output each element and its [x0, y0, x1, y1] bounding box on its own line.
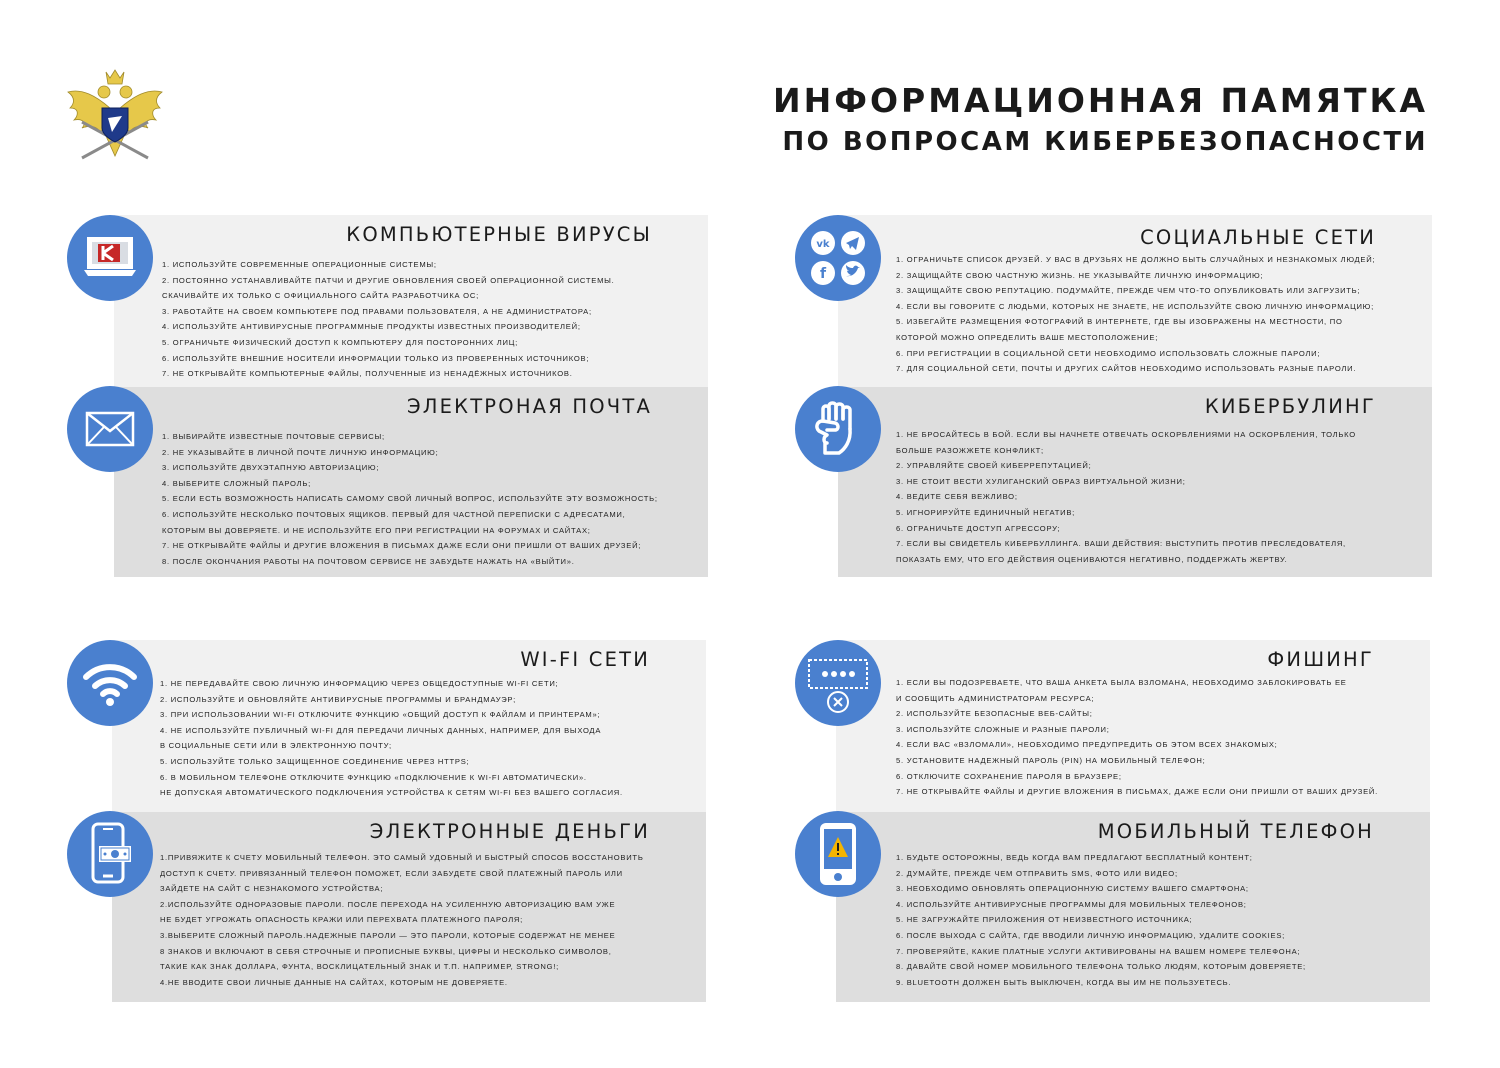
list-item: 2. ИСПОЛЬЗУЙТЕ БЕЗОПАСНЫЕ ВЕБ-САЙТЫ;	[896, 709, 1093, 719]
list-item: 2.ИСПОЛЬЗУЙТЕ ОДНОРАЗОВЫЕ ПАРОЛИ. ПОСЛЕ ПЕРЕХОДА НА УСИЛЕННУЮ АВТОРИЗАЦИЮ ВАМ УЖЕ	[160, 899, 616, 909]
list-item: БОЛЬШЕ РАЗОЖЖЕТЕ КОНФЛИКТ;	[896, 445, 1044, 455]
list-item: 1. НЕ ПЕРЕДАВАЙТЕ СВОЮ ЛИЧНУЮ ИНФОРМАЦИЮ ЧЕРЕЗ ОБЩЕДОСТУПНЫЕ WI-FI СЕТИ;	[160, 679, 559, 688]
bullying-list	[896, 427, 1356, 567]
list-item: 5. ИЗБЕГАЙТЕ РАЗМЕЩЕНИЯ ФОТОГРАФИЙ В ИНТЕРНЕТЕ, ГДЕ ВЫ ИЗОБРАЖЕНЫ НА МЕСТНОСТИ, ПО	[896, 317, 1343, 327]
social-list	[896, 252, 1375, 377]
list-item: 2. ПОСТОЯННО УСТАНАВЛИВАЙТЕ ПАТЧИ И ДРУГИЕ ОБНОВЛЕНИЯ СВОЕЙ ОПЕРАЦИОННОЙ СИСТЕМЫ.	[162, 275, 615, 285]
phishing-list	[896, 675, 1378, 800]
list-item: В СОЦИАЛЬНЫЕ СЕТИ ИЛИ В ЭЛЕКТРОННУЮ ПОЧТУ;	[160, 741, 392, 751]
list-item: 4. ЕСЛИ ВЫ ГОВОРИТЕ С ЛЮДЬМИ, КОТОРЫХ НЕ ЗНАЕТЕ, НЕ ИСПОЛЬЗУЙТЕ СВОЮ ЛИЧНУЮ ИНФОРМАЦИЮ;	[896, 301, 1374, 311]
section-title: ЭЛЕКТРОННЫЕ ДЕНЬГИ	[369, 820, 650, 843]
section-viruses	[114, 215, 708, 387]
section-title: СОЦИАЛЬНЫЕ СЕТИ	[1140, 226, 1376, 249]
list-item: 3. РАБОТАЙТЕ НА СВОЕМ КОМПЬЮТЕРЕ ПОД ПРАВАМИ ПОЛЬЗОВАТЕЛЯ, А НЕ АДМИНИСТРАТОРА;	[162, 306, 592, 316]
emblem-eagle-icon	[60, 66, 170, 170]
list-item: 8. ПОСЛЕ ОКОНЧАНИЯ РАБОТЫ НА ПОЧТОВОМ СЕРВИСЕ НЕ ЗАБУДЬТЕ НАЖАТЬ НА «ВЫЙТИ».	[162, 556, 575, 566]
list-item: НЕ БУДЕТ УГРОЖАТЬ ОПАСНОСТЬ КРАЖИ ИЛИ ПЕРЕХВАТА ПЛАТЕЖНОГО ПАРОЛЯ;	[160, 915, 524, 925]
page-title	[773, 80, 1428, 162]
list-item: 6. ИСПОЛЬЗУЙТЕ ВНЕШНИЕ НОСИТЕЛИ ИНФОРМАЦИИ ТОЛЬКО ИЗ ПРОВЕРЕННЫХ ИСТОЧНИКОВ;	[162, 353, 590, 363]
list-item: 5. ЕСЛИ ЕСТЬ ВОЗМОЖНОСТЬ НАПИСАТЬ САМОМУ СВОЙ ЛИЧНЫЙ ВОПРОС, ИСПОЛЬЗУЙТЕ ЭТУ ВОЗМОЖНОСТЬ;	[162, 494, 658, 504]
list-item: ДОСТУП К СЧЕТУ. ПРИВЯЗАННЫЙ ТЕЛЕФОН ПОМОЖЕТ, ЕСЛИ ЗАБУДЕТЕ СВОЙ ПЛАТЕЖНЫЙ ПАРОЛЬ ИЛИ	[160, 868, 623, 878]
list-item: 5. ОГРАНИЧЬТЕ ФИЗИЧЕСКИЙ ДОСТУП К КОМПЬЮТЕРУ ДЛЯ ПОСТОРОННИХ ЛИЦ;	[162, 337, 518, 347]
list-item: 3. НЕОБХОДИМО ОБНОВЛЯТЬ ОПЕРАЦИОННУЮ СИСТЕМУ ВАШЕГО СМАРТФОНА;	[896, 884, 1249, 894]
envelope-icon	[67, 386, 153, 472]
list-item: 5. УСТАНОВИТЕ НАДЕЖНЫЙ ПАРОЛЬ (PIN) НА МОБИЛЬНЫЙ ТЕЛЕФОН;	[896, 755, 1206, 765]
email-list	[162, 429, 658, 569]
list-item: 1.ПРИВЯЖИТЕ К СЧЕТУ МОБИЛЬНЫЙ ТЕЛЕФОН. ЭТО САМЫЙ УДОБНЫЙ И БЫСТРЫЙ СПОСОБ ВОССТАНОВИТЬ	[160, 853, 644, 862]
list-item: 7. ДЛЯ СОЦИАЛЬНОЙ СЕТИ, ПОЧТЫ И ДРУГИХ САЙТОВ НЕОБХОДИМО ИСПОЛЬЗОВАТЬ РАЗНЫЕ ПАРОЛИ.	[896, 364, 1357, 374]
section-title: WI-FI СЕТИ	[520, 648, 650, 671]
list-item: КОТОРЫМ ВЫ ДОВЕРЯЕТЕ. И НЕ ИСПОЛЬЗУЙТЕ ЕГО ПРИ РЕГИСТРАЦИИ НА ФОРУМАХ И САЙТАХ;	[162, 525, 591, 535]
list-item: 4. ЕСЛИ ВАС «ВЗЛОМАЛИ», НЕОБХОДИМО ПРЕДУПРЕДИТЬ ОБ ЭТОМ ВСЕХ ЗНАКОМЫХ;	[896, 740, 1278, 750]
list-item: 8 ЗНАКОВ И ВКЛЮЧАЮТ В СЕБЯ СТРОЧНЫЕ И ПРОПИСНЫЕ БУКВЫ, ЦИФРЫ И НЕСКОЛЬКО СИМВОЛОВ,	[160, 946, 612, 956]
phone-money-icon	[67, 811, 153, 897]
section-bullying	[838, 387, 1432, 577]
svg-text:vk: vk	[816, 239, 830, 250]
list-item: 1. НЕ БРОСАЙТЕСЬ В БОЙ. ЕСЛИ ВЫ НАЧНЕТЕ ОТВЕЧАТЬ ОСКОРБЛЕНИЯМИ НА ОСКОРБЛЕНИЯ, ТОЛЬКО	[896, 430, 1356, 439]
social-networks-icon	[795, 215, 881, 301]
list-item: И СООБЩИТЬ АДМИНИСТРАТОРАМ РЕСУРСА;	[896, 693, 1095, 703]
section-social	[838, 215, 1432, 387]
mobile-list	[896, 850, 1306, 990]
list-item: 7. НЕ ОТКРЫВАЙТЕ ФАЙЛЫ И ДРУГИЕ ВЛОЖЕНИЯ В ПИСЬМАХ ДАЖЕ ЕСЛИ ОНИ ПРИШЛИ ОТ ВАШИХ ДРУЗЕЙ;	[162, 541, 642, 551]
list-item: 1. ВЫБИРАЙТЕ ИЗВЕСТНЫЕ ПОЧТОВЫЕ СЕРВИСЫ;	[162, 432, 385, 441]
list-item: 7. НЕ ОТКРЫВАЙТЕ ФАЙЛЫ И ДРУГИЕ ВЛОЖЕНИЯ В ПИСЬМАХ, ДАЖЕ ЕСЛИ ОНИ ПРИШЛИ ОТ ВАШИХ ДРУЗЕЙ.	[896, 787, 1378, 797]
wifi-list	[160, 676, 623, 801]
list-item: 6. ОГРАНИЧЬТЕ ДОСТУП АГРЕССОРУ;	[896, 523, 1061, 533]
list-item: 1. БУДЬТЕ ОСТОРОЖНЫ, ВЕДЬ КОГДА ВАМ ПРЕДЛАГАЮТ БЕСПЛАТНЫЙ КОНТЕНТ;	[896, 853, 1253, 862]
wifi-icon	[67, 640, 153, 726]
section-mobile	[836, 812, 1430, 1002]
list-item: 8. ДАВАЙТЕ СВОЙ НОМЕР МОБИЛЬНОГО ТЕЛЕФОНА ТОЛЬКО ЛЮДЯМ, КОТОРЫМ ДОВЕРЯЕТЕ;	[896, 962, 1306, 972]
list-item: 1. ЕСЛИ ВЫ ПОДОЗРЕВАЕТЕ, ЧТО ВАША АНКЕТА БЫЛА ВЗЛОМАНА, НЕОБХОДИМО ЗАБЛОКИРОВАТЬ ЕЕ	[896, 678, 1347, 687]
viruses-list	[162, 257, 615, 382]
list-item: 1. ОГРАНИЧЬТЕ СПИСОК ДРУЗЕЙ. У ВАС В ДРУЗЬЯХ НЕ ДОЛЖНО БЫТЬ СЛУЧАЙНЫХ И НЕЗНАКОМЫХ ЛЮДЕЙ;	[896, 255, 1376, 264]
list-item: 7. ЕСЛИ ВЫ СВИДЕТЕЛЬ КИБЕРБУЛЛИНГА. ВАШИ ДЕЙСТВИЯ: ВЫСТУПИТЬ ПРОТИВ ПРЕСЛЕДОВАТЕЛЯ,	[896, 539, 1346, 549]
list-item: 6. ОТКЛЮЧИТЕ СОХРАНЕНИЕ ПАРОЛЯ В БРАУЗЕРЕ;	[896, 771, 1122, 781]
list-item: ПОКАЗАТЬ ЕМУ, ЧТО ЕГО ДЕЙСТВИЯ ОЦЕНИВАЮТСЯ НЕГАТИВНО, ПОДДЕРЖАТЬ ЖЕРТВУ.	[896, 554, 1288, 564]
list-item: 1. ИСПОЛЬЗУЙТЕ СОВРЕМЕННЫЕ ОПЕРАЦИОННЫЕ СИСТЕМЫ;	[162, 260, 437, 269]
list-item: 3.ВЫБЕРИТЕ СЛОЖНЫЙ ПАРОЛЬ.НАДЕЖНЫЕ ПАРОЛИ — ЭТО ПАРОЛИ, КОТОРЫЕ СОДЕРЖАТ НЕ МЕНЕЕ	[160, 930, 616, 940]
section-title: ЭЛЕКТРОНАЯ ПОЧТА	[406, 395, 652, 418]
money-list	[160, 850, 644, 990]
list-item: НЕ ДОПУСКАЯ АВТОМАТИЧЕСКОГО ПОДКЛЮЧЕНИЯ УСТРОЙСТВА К СЕТЯМ WI-FI БЕЗ ВАШЕГО СОГЛАСИЯ.	[160, 788, 623, 798]
list-item: 5. ИСПОЛЬЗУЙТЕ ТОЛЬКО ЗАЩИЩЕННОЕ СОЕДИНЕНИЕ ЧЕРЕЗ HTTPS;	[160, 756, 470, 766]
list-item: 3. НЕ СТОИТ ВЕСТИ ХУЛИГАНСКИЙ ОБРАЗ ВИРТУАЛЬНОЙ ЖИЗНИ;	[896, 476, 1186, 486]
list-item: 3. ПРИ ИСПОЛЬЗОВАНИИ WI-FI ОТКЛЮЧИТЕ ФУНКЦИЮ «ОБЩИЙ ДОСТУП К ФАЙЛАМ И ПРИНТЕРАМ»;	[160, 710, 601, 720]
list-item: 2. НЕ УКАЗЫВАЙТЕ В ЛИЧНОЙ ПОЧТЕ ЛИЧНУЮ ИНФОРМАЦИЮ;	[162, 447, 439, 457]
list-item: КОТОРОЙ МОЖНО ОПРЕДЕЛИТЬ ВАШЕ МЕСТОПОЛОЖЕНИЕ;	[896, 332, 1159, 342]
list-item: 6. В МОБИЛЬНОМ ТЕЛЕФОНЕ ОТКЛЮЧИТЕ ФУНКЦИЮ «ПОДКЛЮЧЕНИЕ К WI-FI АВТОМАТИЧЕСКИ».	[160, 772, 587, 782]
list-item: СКАЧИВАЙТЕ ИХ ТОЛЬКО С ОФИЦИАЛЬНОГО САЙТА РАЗРАБОТЧИКА ОС;	[162, 291, 479, 301]
list-item: 3. ИСПОЛЬЗУЙТЕ ДВУХЭТАПНУЮ АВТОРИЗАЦИЮ;	[162, 463, 380, 473]
section-money	[112, 812, 706, 1002]
list-item: 5. ИГНОРИРУЙТЕ ЕДИНИЧНЫЙ НЕГАТИВ;	[896, 507, 1076, 517]
list-item: 3. ЗАЩИЩАЙТЕ СВОЮ РЕПУТАЦИЮ. ПОДУМАЙТЕ, ПРЕЖДЕ ЧЕМ ЧТО-ТО ОПУБЛИКОВАТЬ ИЛИ ЗАГРУЗИТЬ;	[896, 286, 1361, 296]
kaspersky-laptop-icon	[67, 215, 153, 301]
section-title: МОБИЛЬНЫЙ ТЕЛЕФОН	[1097, 820, 1374, 843]
phone-warning-icon	[795, 811, 881, 897]
fist-icon	[795, 386, 881, 472]
section-email	[114, 387, 708, 577]
list-item: 2. ИСПОЛЬЗУЙТЕ И ОБНОВЛЯЙТЕ АНТИВИРУСНЫЕ ПРОГРАММЫ И БРАНДМАУЭР;	[160, 694, 516, 704]
list-item: 6. ИСПОЛЬЗУЙТЕ НЕСКОЛЬКО ПОЧТОВЫХ ЯЩИКОВ. ПЕРВЫЙ ДЛЯ ЧАСТНОЙ ПЕРЕПИСКИ С АДРЕСАТАМИ,	[162, 509, 626, 519]
list-item: ЗАЙДЕТЕ НА САЙТ С НЕЗНАКОМОГО УСТРОЙСТВА;	[160, 884, 384, 894]
list-item: 7. НЕ ОТКРЫВАЙТЕ КОМПЬЮТЕРНЫЕ ФАЙЛЫ, ПОЛУЧЕННЫЕ ИЗ НЕНАДЁЖНЫХ ИСТОЧНИКОВ.	[162, 369, 573, 379]
list-item: 4. НЕ ИСПОЛЬЗУЙТЕ ПУБЛИЧНЫЙ WI-FI ДЛЯ ПЕРЕДАЧИ ЛИЧНЫХ ДАННЫХ, НАПРИМЕР, ДЛЯ ВЫХОДА	[160, 725, 602, 735]
list-item: 9. BLUETOOTH ДОЛЖЕН БЫТЬ ВЫКЛЮЧЕН, КОГДА ВЫ ИМ НЕ ПОЛЬЗУЕТЕСЬ.	[896, 977, 1232, 987]
section-wifi	[112, 640, 706, 812]
list-item: 7. ПРОВЕРЯЙТЕ, КАКИЕ ПЛАТНЫЕ УСЛУГИ АКТИВИРОВАНЫ НА ВАШЕМ НОМЕРЕ ТЕЛЕФОНА;	[896, 946, 1301, 956]
list-item: 4. ВЕДИТЕ СЕБЯ ВЕЖЛИВО;	[896, 492, 1018, 502]
list-item: 2. ДУМАЙТЕ, ПРЕЖДЕ ЧЕМ ОТПРАВИТЬ SMS, ФОТО ИЛИ ВИДЕО;	[896, 868, 1178, 878]
list-item: 4. ИСПОЛЬЗУЙТЕ АНТИВИРУСНЫЕ ПРОГРАММНЫЕ ПРОДУКТЫ ИЗВЕСТНЫХ ПРОИЗВОДИТЕЛЕЙ;	[162, 322, 581, 332]
password-form-icon	[795, 640, 881, 726]
section-phishing	[836, 640, 1430, 812]
list-item: 5. НЕ ЗАГРУЖАЙТЕ ПРИЛОЖЕНИЯ ОТ НЕИЗВЕСТНОГО ИСТОЧНИКА;	[896, 915, 1193, 925]
list-item: ТАКИЕ КАК ЗНАК ДОЛЛАРА, ФУНТА, ВОСКЛИЦАТЕЛЬНЫЙ ЗНАК И Т.П. НАПРИМЕР, STRONG!;	[160, 962, 560, 972]
section-title: КИБЕРБУЛИНГ	[1204, 395, 1376, 418]
list-item: 2. УПРАВЛЯЙТЕ СВОЕЙ КИБЕРРЕПУТАЦИЕЙ;	[896, 461, 1092, 471]
list-item: 4.НЕ ВВОДИТЕ СВОИ ЛИЧНЫЕ ДАННЫЕ НА САЙТАХ, КОТОРЫМ НЕ ДОВЕРЯЕТЕ.	[160, 977, 508, 987]
section-title: ФИШИНГ	[1267, 648, 1374, 671]
section-title: КОМПЬЮТЕРНЫЕ ВИРУСЫ	[346, 223, 652, 246]
list-item: 4. ИСПОЛЬЗУЙТЕ АНТИВИРУСНЫЕ ПРОГРАММЫ ДЛЯ МОБИЛЬНЫХ ТЕЛЕФОНОВ;	[896, 899, 1247, 909]
list-item: 4. ВЫБЕРИТЕ СЛОЖНЫЙ ПАРОЛЬ;	[162, 478, 311, 488]
list-item: 6. ПРИ РЕГИСТРАЦИИ В СОЦИАЛЬНОЙ СЕТИ НЕОБХОДИМО ИСПОЛЬЗОВАТЬ СЛОЖНЫЕ ПАРОЛИ;	[896, 348, 1321, 358]
svg-text:f: f	[819, 266, 827, 282]
page-title-line1: ИНФОРМАЦИОННАЯ ПАМЯТКА	[773, 81, 1428, 120]
page-title-line2: ПО ВОПРОСАМ КИБЕРБЕЗОПАСНОСТИ	[782, 127, 1428, 157]
list-item: 6. ПОСЛЕ ВЫХОДА С САЙТА, ГДЕ ВВОДИЛИ ЛИЧНУЮ ИНФОРМАЦИЮ, УДАЛИТЕ COOKIES;	[896, 930, 1286, 940]
list-item: 2. ЗАЩИЩАЙТЕ СВОЮ ЧАСТНУЮ ЖИЗНЬ. НЕ УКАЗЫВАЙТЕ ЛИЧНУЮ ИНФОРМАЦИЮ;	[896, 270, 1264, 280]
list-item: 3. ИСПОЛЬЗУЙТЕ СЛОЖНЫЕ И РАЗНЫЕ ПАРОЛИ;	[896, 724, 1110, 734]
